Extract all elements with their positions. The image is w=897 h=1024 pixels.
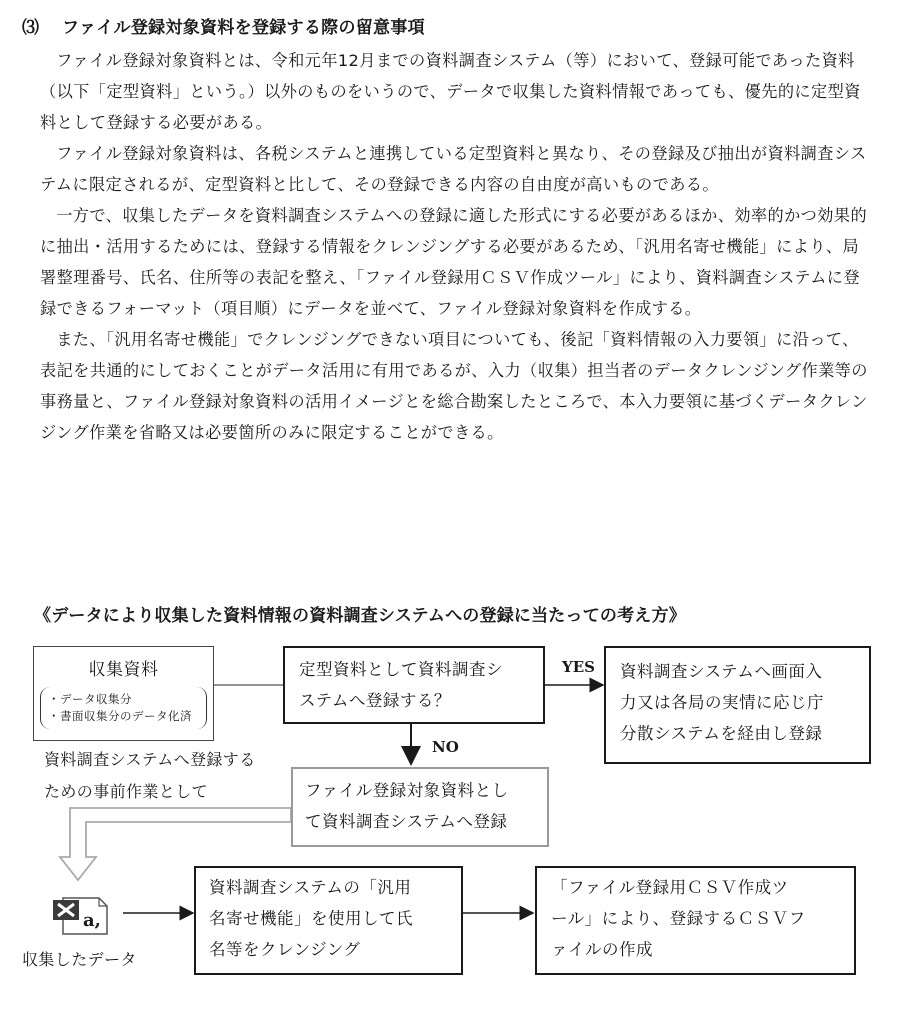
csv-box bbox=[535, 866, 856, 975]
source-item: ・書面収集分のデータ化済 bbox=[48, 709, 192, 723]
yes-result-box bbox=[604, 646, 871, 764]
question-line: 定型資料として資料調査シ bbox=[299, 660, 503, 679]
question-box bbox=[283, 646, 545, 724]
file-icon-text: a, bbox=[83, 910, 101, 931]
csv-line: 「ファイル登録用ＣＳＶ作成ツ bbox=[551, 878, 789, 897]
paragraph: 一方で、収集したデータを資料調査システムへの登録に適した形式にする必要があるほか、効率的かつ効果的に抽出・活用するためには、登録する情報をクレンジングする必要があるため、「汎用名寄せ機能」により、局署整理番号、氏名、住所等の表記を整え、「ファイル登録用ＣＳＶ作成ツール」により、資料調査システムに登録できるフォーマット（項目順）にデータを並べて、ファイル登録対象資料を作成する。 bbox=[40, 206, 868, 318]
diagram-title: 《データにより収集した資料情報の資料調査システムへの登録に当たっての考え方》 bbox=[34, 606, 686, 626]
csv-line: ール」により、登録するＣＳＶフ bbox=[551, 909, 806, 928]
cleansing-line: 資料調査システムの「汎用 bbox=[209, 878, 412, 897]
source-box bbox=[33, 646, 214, 741]
cleansing-line: 名寄せ機能」を使用して氏 bbox=[209, 909, 413, 928]
csv-line: ァイルの作成 bbox=[551, 940, 653, 959]
yes-result-line: 分散システムを経由し登録 bbox=[620, 724, 823, 743]
section-title: ファイル登録対象資料を登録する際の留意事項 bbox=[62, 18, 425, 38]
yes-result-line: 力又は各局の実情に応じ庁 bbox=[620, 693, 824, 712]
paragraph: ファイル登録対象資料とは、令和元年12月までの資料調査システム（等）において、登録可能であった資料（以下「定型資料」という。）以外のものをいうので、データで収集した資料情報であっても、優先的に定型資料として登録する必要がある。 bbox=[40, 51, 861, 132]
source-box-title: 収集資料 bbox=[88, 660, 159, 680]
no-result-line: て資料調査システムへ登録 bbox=[305, 812, 508, 831]
question-line: ステムへ登録する？ bbox=[299, 691, 451, 710]
section-number: ⑶ bbox=[22, 18, 40, 38]
cleansing-line: 名等をクレンジング bbox=[209, 940, 361, 959]
no-label: NO bbox=[432, 738, 459, 756]
pre-work-label-line: ための事前作業として bbox=[44, 782, 209, 801]
yes-result-line: 資料調査システムへ画面入 bbox=[620, 662, 823, 681]
excel-file-icon bbox=[49, 894, 115, 938]
no-result-box bbox=[291, 767, 549, 847]
source-list bbox=[48, 691, 192, 725]
yes-label: YES bbox=[562, 658, 595, 676]
pre-work-label-line: 資料調査システムへ登録する bbox=[44, 750, 256, 769]
no-result-line: ファイル登録対象資料とし bbox=[305, 781, 509, 800]
cleansing-box bbox=[194, 866, 463, 975]
paragraph: また、「汎用名寄せ機能」でクレンジングできない項目についても、後記「資料情報の入力要領」に沿って、表記を共通的にしておくことがデータ活用に有用であるが、入力（収集）担当者のデータクレンジング作業等の事務量と、ファイル登録対象資料の活用イメージとを総合勘案したところで、本入力要領に基づくデータクレンジング作業を省略又は必要箇所のみに限定することができる。 bbox=[40, 330, 868, 442]
paragraph: ファイル登録対象資料は、各税システムと連携している定型資料と異なり、その登録及び抽出が資料調査システムに限定されるが、定型資料と比して、その登録できる内容の自由度が高いものである。 bbox=[40, 144, 867, 194]
source-item: ・データ収集分 bbox=[48, 692, 132, 706]
collected-data-label: 収集したデータ bbox=[22, 950, 137, 969]
